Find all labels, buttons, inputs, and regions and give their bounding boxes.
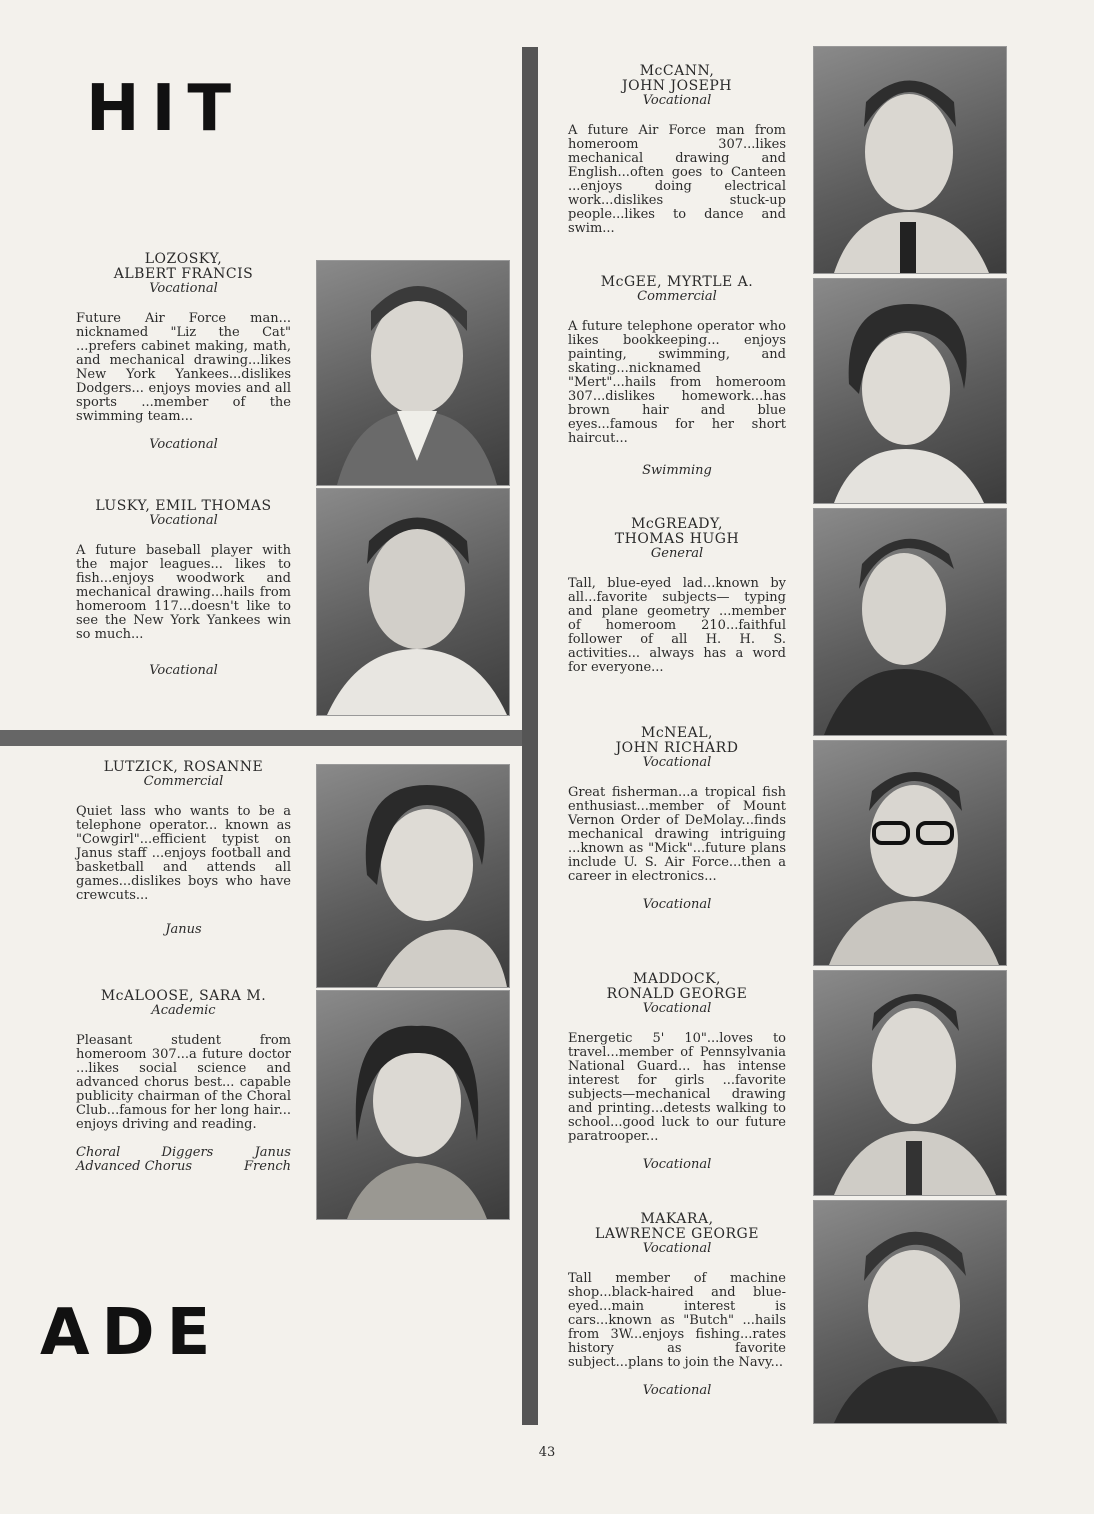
portrait-photo-mcneal [813, 740, 1007, 966]
activity: Diggers [161, 1145, 214, 1160]
student-name: McGREADY, THOMAS HUGH [614, 516, 740, 547]
portrait-photo-mcaloose [316, 990, 510, 1220]
student-activities: Vocational [642, 897, 712, 912]
portrait-silhouette [814, 279, 1006, 503]
heading-top: HIT [86, 72, 244, 146]
portrait-silhouette [814, 971, 1006, 1195]
student-bio: Future Air Force man... nicknamed "Liz the Cat" ...prefers cabinet making, math, and mechanical drawing...likes New York Yankees...dislikes Dodgers... enjoys movies and all sports ...member of the swimming team... [76, 311, 291, 424]
student-course: Vocational [149, 513, 218, 528]
portrait-photo-lozosky [316, 260, 510, 486]
page-number: 43 [538, 1445, 556, 1460]
portrait-silhouette [317, 765, 509, 987]
student-activities: Vocational [149, 437, 218, 452]
student-name: LUSKY, EMIL THOMAS [95, 498, 272, 514]
student-course: Vocational [149, 281, 218, 296]
student-course: Commercial [143, 774, 224, 789]
portrait-photo-maddock [813, 970, 1007, 1196]
heading-bottom: ADE [40, 1296, 223, 1370]
portrait-photo-mcgee [813, 278, 1007, 504]
activity: French [244, 1159, 291, 1174]
student-entry-makara [568, 1212, 786, 1398]
horizontal-divider [0, 730, 522, 746]
student-bio: Quiet lass who wants to be a telephone operator... known as "Cowgirl"...efficient typist on Janus staff ...enjoys football and basketball and attends all games...dislikes boys who have crewcuts... [76, 804, 291, 903]
portrait-silhouette [814, 509, 1006, 735]
student-bio: A future Air Force man from homeroom 307...likes mechanical drawing and English...often goes to Canteen ...enjoys doing electrical work...dislikes stuck-up people...likes to dance and swim... [568, 123, 786, 236]
student-course: Vocational [642, 1001, 712, 1016]
portrait-photo-lusky [316, 488, 510, 716]
student-course: Academic [151, 1003, 216, 1018]
student-entry-mcgee [568, 275, 786, 478]
activity: Advanced Chorus [76, 1159, 193, 1174]
vertical-divider [522, 47, 538, 1425]
student-activities: Swimming [642, 463, 712, 478]
student-entry-mccann [568, 64, 786, 236]
student-name: McGEE, MYRTLE A. [600, 274, 754, 290]
portrait-silhouette [317, 991, 509, 1219]
student-entry-lusky [76, 499, 291, 678]
portrait-silhouette [814, 47, 1006, 273]
student-bio: Tall member of machine shop...black-haired and blue-eyed...main interest is cars...known as "Butch" ...hails from 3W...enjoys fishing...rates history as favorite subject...plans to join the Navy... [568, 1271, 786, 1370]
portrait-silhouette [317, 489, 509, 715]
student-name: McNEAL, JOHN RICHARD [615, 725, 739, 756]
activity: Choral [76, 1145, 121, 1160]
student-bio: Pleasant student from homeroom 307...a future doctor ...likes social science and advanced chorus best... capable publicity chairman of the Choral Club...famous for her long hair... enjoys driving and reading. [76, 1033, 291, 1132]
portrait-silhouette [814, 1201, 1006, 1423]
student-course: Vocational [642, 93, 712, 108]
student-bio: Tall, blue-eyed lad...known by all...favorite subjects— typing and plane geometry ...member of homeroom 210...faithful follower of all H. H. S. activities... always has a word for everyone... [568, 576, 786, 675]
student-entry-lozosky [76, 252, 291, 452]
student-entry-mcneal [568, 726, 786, 912]
student-activities: Vocational [642, 1157, 712, 1172]
student-bio: Energetic 5' 10"...loves to travel...member of Pennsylvania National Guard... has intense interest for girls ...favorite subjects—mechanical drawing and printing...detests walking to school...good luck to our future paratrooper... [568, 1031, 786, 1144]
student-name: LUTZICK, ROSANNE [103, 759, 264, 775]
student-name: LOZOSKY, ALBERT FRANCIS [113, 251, 254, 282]
portrait-silhouette [317, 261, 509, 485]
student-name: MADDOCK, RONALD GEORGE [606, 971, 748, 1002]
student-entry-mcgready [568, 517, 786, 675]
student-entry-lutzick [76, 760, 291, 937]
portrait-photo-mccann [813, 46, 1007, 274]
student-activities: Janus [165, 922, 202, 937]
student-course: Commercial [637, 289, 717, 304]
portrait-photo-makara [813, 1200, 1007, 1424]
student-name: McCANN, JOHN JOSEPH [621, 63, 733, 94]
portrait-silhouette [814, 741, 1006, 965]
portrait-photo-lutzick [316, 764, 510, 988]
student-activities: Vocational [642, 1383, 712, 1398]
student-entry-mcaloose [76, 989, 291, 1174]
student-bio: Great fisherman...a tropical fish enthusiast...member of Mount Vernon Order of DeMolay...finds mechanical drawing intriguing ...known as "Mick"...future plans include U. S. Air Force...then a career in electronics... [568, 785, 786, 884]
student-bio: A future telephone operator who likes bookkeeping... enjoys painting, swimming, and skating...nicknamed "Mert"...hails from homeroom 307...dislikes homework...has brown hair and blue eyes...famous for her short haircut... [568, 319, 786, 446]
student-activities-row2 [76, 1160, 291, 1174]
student-entry-maddock [568, 972, 786, 1172]
student-name: McALOOSE, SARA M. [100, 988, 267, 1004]
student-course: Vocational [642, 1241, 712, 1256]
student-activities: Vocational [149, 663, 218, 678]
student-name: MAKARA, LAWRENCE GEORGE [595, 1211, 759, 1242]
activity: Janus [254, 1145, 291, 1160]
student-bio: A future baseball player with the major leagues... likes to fish...enjoys woodwork and mechanical drawing...hails from homeroom 117...doesn't like to see the New York Yankees win so much... [76, 543, 291, 642]
student-activities [76, 1146, 291, 1160]
student-course: General [650, 546, 704, 561]
portrait-photo-mcgready [813, 508, 1007, 736]
student-course: Vocational [642, 755, 712, 770]
